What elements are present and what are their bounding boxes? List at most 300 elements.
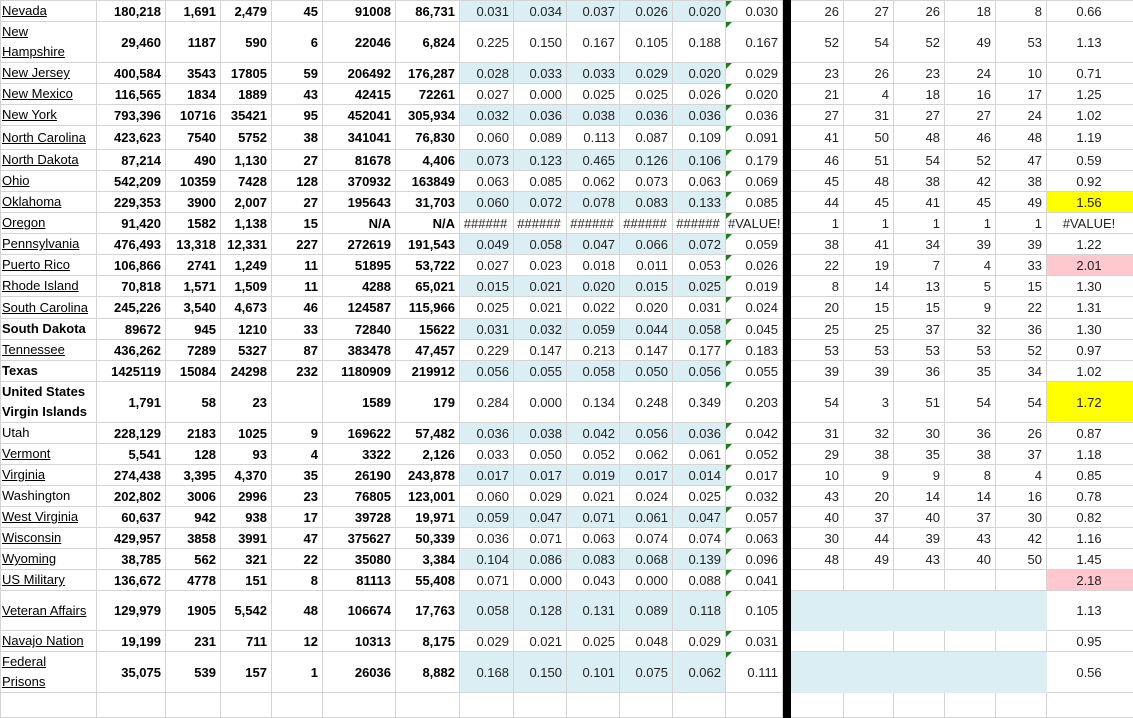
rank-cell[interactable]: 14: [945, 486, 996, 507]
rank-cell[interactable]: 3: [844, 382, 894, 423]
rate-cell[interactable]: 0.022: [567, 297, 620, 319]
rank-cell[interactable]: 44: [844, 528, 894, 549]
count-cell[interactable]: 1582: [166, 213, 221, 234]
rank-cell[interactable]: 7: [894, 255, 945, 276]
rate-cell[interactable]: 0.060: [460, 126, 514, 150]
rank-cell[interactable]: [894, 652, 945, 693]
count-cell[interactable]: 115,966: [396, 297, 460, 319]
count-cell[interactable]: 47,457: [396, 340, 460, 361]
rate-cell[interactable]: 0.023: [514, 255, 567, 276]
rank-cell[interactable]: 23: [894, 63, 945, 84]
row-label-link[interactable]: Rhode Island: [2, 278, 79, 293]
rank-cell[interactable]: 54: [844, 22, 894, 63]
count-cell[interactable]: N/A: [396, 213, 460, 234]
rank-cell[interactable]: 1: [791, 213, 844, 234]
rank-cell[interactable]: 50: [844, 126, 894, 150]
rank-cell[interactable]: 36: [894, 361, 945, 382]
row-label-link[interactable]: Navajo Nation: [2, 633, 84, 648]
rate-cell[interactable]: 0.020: [673, 1, 726, 22]
count-cell[interactable]: 11: [272, 276, 323, 297]
rank-cell[interactable]: 38: [996, 171, 1047, 192]
rank-cell[interactable]: 30: [996, 507, 1047, 528]
count-cell[interactable]: 1,138: [221, 213, 272, 234]
count-cell[interactable]: 35: [272, 465, 323, 486]
count-cell[interactable]: 176,287: [396, 63, 460, 84]
rank-cell[interactable]: 26: [894, 1, 945, 22]
row-label-link[interactable]: Virginia: [2, 467, 45, 482]
rank-cell[interactable]: 52: [996, 340, 1047, 361]
rate-cell[interactable]: 0.028: [460, 63, 514, 84]
count-cell[interactable]: [97, 693, 166, 718]
ratio-cell[interactable]: 1.45: [1047, 549, 1133, 570]
rank-cell[interactable]: 53: [996, 22, 1047, 63]
count-cell[interactable]: 124587: [323, 297, 396, 319]
rate-cell[interactable]: 0.071: [514, 528, 567, 549]
rate-cell[interactable]: 0.073: [460, 150, 514, 171]
rank-cell[interactable]: 9: [945, 297, 996, 319]
rank-cell[interactable]: 43: [945, 528, 996, 549]
rate-cell[interactable]: 0.036: [673, 105, 726, 126]
count-cell[interactable]: 400,584: [97, 63, 166, 84]
rate-cell[interactable]: 0.052: [567, 444, 620, 465]
rank-cell[interactable]: 18: [894, 84, 945, 105]
count-cell[interactable]: 136,672: [97, 570, 166, 591]
rate-cell[interactable]: 0.036: [460, 528, 514, 549]
rank-cell[interactable]: 22: [996, 297, 1047, 319]
count-cell[interactable]: 423,623: [97, 126, 166, 150]
rate-cell[interactable]: 0.015: [620, 276, 673, 297]
rank-cell[interactable]: 24: [996, 105, 1047, 126]
count-cell[interactable]: 274,438: [97, 465, 166, 486]
average-rate-cell[interactable]: 0.020: [726, 84, 783, 105]
count-cell[interactable]: 1,791: [97, 382, 166, 423]
rank-cell[interactable]: 41: [791, 126, 844, 150]
count-cell[interactable]: 3900: [166, 192, 221, 213]
ratio-cell[interactable]: 1.19: [1047, 126, 1133, 150]
count-cell[interactable]: 490: [166, 150, 221, 171]
rate-cell[interactable]: 0.000: [514, 84, 567, 105]
count-cell[interactable]: 7289: [166, 340, 221, 361]
count-cell[interactable]: [166, 693, 221, 718]
row-label-link[interactable]: Veteran Affairs: [2, 603, 86, 618]
count-cell[interactable]: 23: [221, 382, 272, 423]
ratio-cell[interactable]: 1.22: [1047, 234, 1133, 255]
rate-cell[interactable]: 0.025: [620, 84, 673, 105]
count-cell[interactable]: 191,543: [396, 234, 460, 255]
count-cell[interactable]: 180,218: [97, 1, 166, 22]
row-label-cell[interactable]: [1, 234, 97, 255]
rate-cell[interactable]: 0.042: [567, 423, 620, 444]
row-label-cell[interactable]: [1, 84, 97, 105]
rate-cell[interactable]: [514, 693, 567, 718]
rank-cell[interactable]: 27: [844, 1, 894, 22]
rate-cell[interactable]: 0.118: [673, 591, 726, 631]
rate-cell[interactable]: 0.061: [620, 507, 673, 528]
rate-cell[interactable]: 0.248: [620, 382, 673, 423]
count-cell[interactable]: 123,001: [396, 486, 460, 507]
count-cell[interactable]: [272, 693, 323, 718]
rate-cell[interactable]: 0.048: [620, 631, 673, 652]
rank-cell[interactable]: [791, 570, 844, 591]
average-rate-cell[interactable]: 0.091: [726, 126, 783, 150]
rank-cell[interactable]: 39: [945, 234, 996, 255]
rank-cell[interactable]: 23: [791, 63, 844, 84]
count-cell[interactable]: [272, 382, 323, 423]
rank-cell[interactable]: 17: [996, 84, 1047, 105]
average-rate-cell[interactable]: 0.055: [726, 361, 783, 382]
count-cell[interactable]: 945: [166, 319, 221, 340]
rate-cell[interactable]: 0.024: [620, 486, 673, 507]
rate-cell[interactable]: 0.031: [673, 297, 726, 319]
count-cell[interactable]: 42415: [323, 84, 396, 105]
count-cell[interactable]: 95: [272, 105, 323, 126]
rate-cell[interactable]: ######: [514, 213, 567, 234]
rate-cell[interactable]: 0.015: [460, 276, 514, 297]
count-cell[interactable]: 3322: [323, 444, 396, 465]
rate-cell[interactable]: 0.128: [514, 591, 567, 631]
count-cell[interactable]: 65,021: [396, 276, 460, 297]
rate-cell[interactable]: 0.011: [620, 255, 673, 276]
count-cell[interactable]: 1: [272, 652, 323, 693]
count-cell[interactable]: 1589: [323, 382, 396, 423]
count-cell[interactable]: 19,199: [97, 631, 166, 652]
rank-cell[interactable]: 21: [791, 84, 844, 105]
count-cell[interactable]: 321: [221, 549, 272, 570]
ratio-cell[interactable]: 0.85: [1047, 465, 1133, 486]
rate-cell[interactable]: 0.147: [620, 340, 673, 361]
rate-cell[interactable]: 0.056: [620, 423, 673, 444]
count-cell[interactable]: 2996: [221, 486, 272, 507]
average-rate-cell[interactable]: 0.059: [726, 234, 783, 255]
row-label-cell[interactable]: [1, 213, 97, 234]
rank-cell[interactable]: 39: [791, 361, 844, 382]
count-cell[interactable]: 4,673: [221, 297, 272, 319]
ratio-cell[interactable]: 0.95: [1047, 631, 1133, 652]
rate-cell[interactable]: 0.106: [673, 150, 726, 171]
rate-cell[interactable]: 0.177: [673, 340, 726, 361]
count-cell[interactable]: 1,571: [166, 276, 221, 297]
rank-cell[interactable]: 4: [996, 465, 1047, 486]
count-cell[interactable]: 3858: [166, 528, 221, 549]
rate-cell[interactable]: 0.047: [514, 507, 567, 528]
count-cell[interactable]: 17: [272, 507, 323, 528]
row-label-link[interactable]: Pennsylvania: [2, 236, 79, 251]
count-cell[interactable]: 1,249: [221, 255, 272, 276]
rank-cell[interactable]: 37: [894, 319, 945, 340]
count-cell[interactable]: 476,493: [97, 234, 166, 255]
rate-cell[interactable]: 0.074: [673, 528, 726, 549]
rank-cell[interactable]: 40: [894, 507, 945, 528]
count-cell[interactable]: 2,007: [221, 192, 272, 213]
rank-cell[interactable]: 34: [996, 361, 1047, 382]
count-cell[interactable]: 8: [272, 570, 323, 591]
rank-cell[interactable]: 52: [791, 22, 844, 63]
rate-cell[interactable]: 0.027: [460, 255, 514, 276]
count-cell[interactable]: 12: [272, 631, 323, 652]
count-cell[interactable]: 39728: [323, 507, 396, 528]
count-cell[interactable]: 10313: [323, 631, 396, 652]
rank-cell[interactable]: 8: [791, 276, 844, 297]
average-rate-cell[interactable]: 0.024: [726, 297, 783, 319]
rank-cell[interactable]: [894, 631, 945, 652]
rank-cell[interactable]: 16: [945, 84, 996, 105]
count-cell[interactable]: 590: [221, 22, 272, 63]
count-cell[interactable]: 106674: [323, 591, 396, 631]
rate-cell[interactable]: 0.050: [514, 444, 567, 465]
rate-cell[interactable]: 0.101: [567, 652, 620, 693]
rank-cell[interactable]: 37: [945, 507, 996, 528]
rank-cell[interactable]: [894, 693, 945, 718]
rate-cell[interactable]: 0.213: [567, 340, 620, 361]
row-label-cell[interactable]: [1, 126, 97, 150]
count-cell[interactable]: 1905: [166, 591, 221, 631]
rank-cell[interactable]: 45: [791, 171, 844, 192]
count-cell[interactable]: 22: [272, 549, 323, 570]
rate-cell[interactable]: 0.104: [460, 549, 514, 570]
rate-cell[interactable]: 0.147: [514, 340, 567, 361]
row-label-link[interactable]: Oregon: [2, 215, 45, 230]
rate-cell[interactable]: 0.060: [460, 486, 514, 507]
count-cell[interactable]: 15622: [396, 319, 460, 340]
rate-cell[interactable]: 0.058: [567, 361, 620, 382]
count-cell[interactable]: 35,075: [97, 652, 166, 693]
rate-cell[interactable]: 0.105: [620, 22, 673, 63]
rank-cell[interactable]: [996, 591, 1047, 631]
rate-cell[interactable]: 0.126: [620, 150, 673, 171]
rate-cell[interactable]: 0.063: [673, 171, 726, 192]
count-cell[interactable]: 5,541: [97, 444, 166, 465]
count-cell[interactable]: 87,214: [97, 150, 166, 171]
rate-cell[interactable]: 0.014: [673, 465, 726, 486]
rank-cell[interactable]: 51: [844, 150, 894, 171]
row-label-cell[interactable]: [1, 340, 97, 361]
rank-cell[interactable]: 4: [844, 84, 894, 105]
rank-cell[interactable]: 48: [844, 171, 894, 192]
rank-cell[interactable]: 8: [945, 465, 996, 486]
average-rate-cell[interactable]: 0.203: [726, 382, 783, 423]
average-rate-cell[interactable]: 0.045: [726, 319, 783, 340]
rate-cell[interactable]: 0.043: [567, 570, 620, 591]
count-cell[interactable]: 539: [166, 652, 221, 693]
rank-cell[interactable]: 36: [996, 319, 1047, 340]
row-label-link[interactable]: Vermont: [2, 446, 50, 461]
average-rate-cell[interactable]: 0.179: [726, 150, 783, 171]
rate-cell[interactable]: 0.083: [620, 192, 673, 213]
rate-cell[interactable]: 0.025: [567, 84, 620, 105]
rate-cell[interactable]: 0.078: [567, 192, 620, 213]
rank-cell[interactable]: 26: [996, 423, 1047, 444]
count-cell[interactable]: 129,979: [97, 591, 166, 631]
rate-cell[interactable]: 0.059: [460, 507, 514, 528]
row-label-cell[interactable]: [1, 528, 97, 549]
rank-cell[interactable]: 38: [844, 444, 894, 465]
average-rate-cell[interactable]: 0.085: [726, 192, 783, 213]
count-cell[interactable]: 26190: [323, 465, 396, 486]
rank-cell[interactable]: 10: [996, 63, 1047, 84]
rate-cell[interactable]: 0.072: [514, 192, 567, 213]
rank-cell[interactable]: 50: [996, 549, 1047, 570]
count-cell[interactable]: 942: [166, 507, 221, 528]
count-cell[interactable]: 219912: [396, 361, 460, 382]
average-rate-cell[interactable]: 0.057: [726, 507, 783, 528]
average-rate-cell[interactable]: 0.183: [726, 340, 783, 361]
rank-cell[interactable]: [996, 652, 1047, 693]
count-cell[interactable]: 542,209: [97, 171, 166, 192]
count-cell[interactable]: 13,318: [166, 234, 221, 255]
rate-cell[interactable]: 0.061: [673, 444, 726, 465]
rate-cell[interactable]: 0.150: [514, 22, 567, 63]
count-cell[interactable]: 72840: [323, 319, 396, 340]
rank-cell[interactable]: [791, 631, 844, 652]
rank-cell[interactable]: 9: [894, 465, 945, 486]
rate-cell[interactable]: 0.085: [514, 171, 567, 192]
row-label-link[interactable]: Wyoming: [2, 551, 56, 566]
rank-cell[interactable]: [945, 631, 996, 652]
rank-cell[interactable]: 54: [945, 382, 996, 423]
count-cell[interactable]: 1,130: [221, 150, 272, 171]
rank-cell[interactable]: 48: [791, 549, 844, 570]
rank-cell[interactable]: 1: [894, 213, 945, 234]
count-cell[interactable]: 562: [166, 549, 221, 570]
rank-cell[interactable]: 31: [791, 423, 844, 444]
average-rate-cell[interactable]: 0.041: [726, 570, 783, 591]
count-cell[interactable]: 12,331: [221, 234, 272, 255]
rank-cell[interactable]: 46: [945, 126, 996, 150]
count-cell[interactable]: 89672: [97, 319, 166, 340]
count-cell[interactable]: 15: [272, 213, 323, 234]
count-cell[interactable]: 91008: [323, 1, 396, 22]
count-cell[interactable]: 35421: [221, 105, 272, 126]
row-label-link[interactable]: New Hampshire: [2, 24, 65, 59]
count-cell[interactable]: 93: [221, 444, 272, 465]
rate-cell[interactable]: 0.032: [460, 105, 514, 126]
row-label-cell[interactable]: [1, 382, 97, 423]
rank-cell[interactable]: 42: [996, 528, 1047, 549]
average-rate-cell[interactable]: 0.052: [726, 444, 783, 465]
rate-cell[interactable]: 0.000: [514, 570, 567, 591]
count-cell[interactable]: 2741: [166, 255, 221, 276]
count-cell[interactable]: 3,384: [396, 549, 460, 570]
rank-cell[interactable]: 20: [844, 486, 894, 507]
rank-cell[interactable]: 54: [996, 382, 1047, 423]
rank-cell[interactable]: 20: [791, 297, 844, 319]
count-cell[interactable]: 195643: [323, 192, 396, 213]
rank-cell[interactable]: 31: [844, 105, 894, 126]
rate-cell[interactable]: ######: [673, 213, 726, 234]
rank-cell[interactable]: 1: [945, 213, 996, 234]
rate-cell[interactable]: 0.058: [514, 234, 567, 255]
rate-cell[interactable]: 0.068: [620, 549, 673, 570]
count-cell[interactable]: 375627: [323, 528, 396, 549]
rank-cell[interactable]: 43: [791, 486, 844, 507]
rate-cell[interactable]: 0.026: [673, 84, 726, 105]
rate-cell[interactable]: ######: [460, 213, 514, 234]
rate-cell[interactable]: 0.034: [514, 1, 567, 22]
rank-cell[interactable]: 4: [945, 255, 996, 276]
rate-cell[interactable]: 0.060: [460, 192, 514, 213]
rate-cell[interactable]: ######: [620, 213, 673, 234]
rank-cell[interactable]: [945, 652, 996, 693]
ratio-cell[interactable]: 0.71: [1047, 63, 1133, 84]
rank-cell[interactable]: 52: [894, 22, 945, 63]
average-rate-cell[interactable]: 0.063: [726, 528, 783, 549]
row-label-cell[interactable]: [1, 255, 97, 276]
rank-cell[interactable]: [945, 693, 996, 718]
count-cell[interactable]: 3,395: [166, 465, 221, 486]
row-label-link[interactable]: Oklahoma: [2, 194, 61, 209]
rate-cell[interactable]: 0.031: [460, 319, 514, 340]
rate-cell[interactable]: 0.038: [567, 105, 620, 126]
rank-cell[interactable]: 22: [791, 255, 844, 276]
count-cell[interactable]: 27: [272, 150, 323, 171]
rate-cell[interactable]: 0.113: [567, 126, 620, 150]
rate-cell[interactable]: 0.049: [460, 234, 514, 255]
rank-cell[interactable]: 38: [945, 444, 996, 465]
count-cell[interactable]: [221, 693, 272, 718]
count-cell[interactable]: 128: [166, 444, 221, 465]
rank-cell[interactable]: 29: [791, 444, 844, 465]
rate-cell[interactable]: 0.027: [460, 84, 514, 105]
count-cell[interactable]: 26036: [323, 652, 396, 693]
rate-cell[interactable]: 0.075: [620, 652, 673, 693]
average-rate-cell[interactable]: [726, 693, 783, 718]
rank-cell[interactable]: [945, 570, 996, 591]
rate-cell[interactable]: 0.083: [567, 549, 620, 570]
rank-cell[interactable]: 53: [791, 340, 844, 361]
rate-cell[interactable]: 0.017: [620, 465, 673, 486]
rank-cell[interactable]: 32: [844, 423, 894, 444]
rank-cell[interactable]: 35: [945, 361, 996, 382]
ratio-cell[interactable]: 0.97: [1047, 340, 1133, 361]
row-label-cell[interactable]: [1, 507, 97, 528]
average-rate-cell[interactable]: #VALUE!: [726, 213, 783, 234]
count-cell[interactable]: 116,565: [97, 84, 166, 105]
rate-cell[interactable]: [567, 693, 620, 718]
rank-cell[interactable]: 27: [945, 105, 996, 126]
count-cell[interactable]: 2,126: [396, 444, 460, 465]
count-cell[interactable]: 57,482: [396, 423, 460, 444]
rate-cell[interactable]: 0.071: [567, 507, 620, 528]
rank-cell[interactable]: 26: [844, 63, 894, 84]
rank-cell[interactable]: 51: [894, 382, 945, 423]
ratio-cell[interactable]: 0.56: [1047, 652, 1133, 693]
count-cell[interactable]: 452041: [323, 105, 396, 126]
count-cell[interactable]: 1889: [221, 84, 272, 105]
rank-cell[interactable]: 19: [844, 255, 894, 276]
count-cell[interactable]: 128: [272, 171, 323, 192]
count-cell[interactable]: 4,370: [221, 465, 272, 486]
rate-cell[interactable]: 0.284: [460, 382, 514, 423]
rank-cell[interactable]: 53: [894, 340, 945, 361]
rate-cell[interactable]: 0.000: [514, 382, 567, 423]
average-rate-cell[interactable]: 0.026: [726, 255, 783, 276]
count-cell[interactable]: 305,934: [396, 105, 460, 126]
rank-cell[interactable]: 43: [894, 549, 945, 570]
row-label-link[interactable]: New Jersey: [2, 65, 70, 80]
rate-cell[interactable]: 0.021: [514, 297, 567, 319]
count-cell[interactable]: 4288: [323, 276, 396, 297]
rate-cell[interactable]: 0.089: [620, 591, 673, 631]
count-cell[interactable]: [323, 693, 396, 718]
rate-cell[interactable]: 0.021: [567, 486, 620, 507]
rank-cell[interactable]: 30: [894, 423, 945, 444]
ratio-cell[interactable]: 0.92: [1047, 171, 1133, 192]
rank-cell[interactable]: 27: [791, 105, 844, 126]
count-cell[interactable]: 70,818: [97, 276, 166, 297]
rank-cell[interactable]: 14: [844, 276, 894, 297]
rate-cell[interactable]: 0.000: [620, 570, 673, 591]
count-cell[interactable]: 72261: [396, 84, 460, 105]
